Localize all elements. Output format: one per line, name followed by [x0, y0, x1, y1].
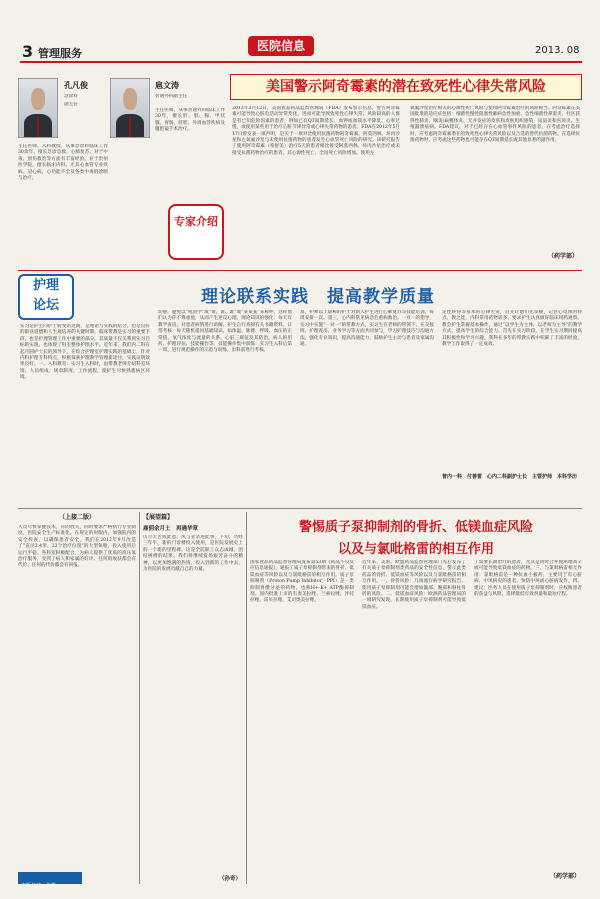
nursing-badge-line1: 护理 — [32, 278, 59, 293]
expert2-bio: 主任医师，从事普通外科临床工作30年，擅长肝、胆、腺、甲状腺、胃肠、肝胆、外周血管疾病及腹腔镜手术治疗。 — [155, 108, 225, 133]
article1-col2: 氧氟沙星治疗相关的心源性死亡风险与使用阿奇霉素治疗的风险相当。阿奇霉素在美国批准的适应症包括：细菌性慢性阻塞性肺病急性加重、急性细菌性鼻窦炎、社区获得性肺炎、咽炎/扁桃体炎、无并发症的皮肤和皮肤组织感染、尿道炎和宫颈炎、生殖器溃疡病。FDA建议，对于已经存在心血管事件风险的患者，在考虑治疗选择时，应考虑阿奇霉素潜在的致死性心律失常风险以及合适的替代抗菌药物。在选择抗菌药物时，应考虑这些药物也可能存在QT间期延长或其他显著的副作用。 — [410, 106, 580, 144]
expert-intro-text: 专家介绍 — [174, 215, 218, 228]
article-ppi — [250, 512, 582, 884]
expert1-role: 副主任 — [64, 102, 78, 107]
page-number: 3 — [22, 42, 34, 61]
article1-title: 美国警示阿奇霉素的潜在致死性心律失常风险 — [266, 79, 546, 95]
article-continued — [18, 512, 136, 889]
divider-1 — [18, 270, 582, 271]
nursing-badge-line2: 论坛 — [32, 298, 59, 313]
article2-col1: 实习是护生向护士转变的过渡，是理论与实践的结合，也是良好的职业道德和人生观培养的关键时期，临床带教是实习的重要手段，也是护理管理工作中重要的部分，其质量不仅关系到实习目标的实现，也体现了科室整体护理水平。近年来，我们内二科在起月圆护士长的领导下，在综合护理室护理实践的基础上，针对内科护理专科特点，积极探索护理教学管理新途径，实践证明效果良好。一、入科教育：实习生入科时，由带教老师介绍科室环境、人员组成、规章制度、工作流程，使护生尽快熟悉病区环境。 — [20, 324, 150, 381]
article2-col3: 富，护师以上职称的护士对新入护生进行心肺复苏等技能培训，每周安排一次。第三，心内科常见病急危重病救治。一对一的指导，实习中实施“一对一”的带教方式，实习生在老师的带领下，在交接班、护理查房、业务学习等方面共同参与，学习护理技巧与沟通方法。强化专业知识，提高沟通能力，鼓励护生主动与患者及家属沟通。 — [300, 310, 434, 348]
article5-author: （药学部） — [549, 873, 580, 880]
experts-block — [18, 68, 226, 268]
divider-4 — [246, 512, 247, 884]
article-azithromycin — [230, 68, 582, 268]
header-logo-text: 医院信息 — [256, 39, 305, 53]
article3-byline — [18, 872, 82, 889]
article1-title-box — [230, 74, 582, 100]
article2-author: 普内一科 付善雷 心内二科副护士长 主管护师 本科学历 — [442, 474, 578, 480]
article5-col2: 近年来，美国、欧盟药品监督管理部门先后发布了有关质子泵抑制剂类药品的安全性信息，警示此类药品的骨折、低镁血症等风险以及与氯吡格雷的相互作用。一、骨折风险：几项流行病学研究报告，使用质子泵抑制剂可能会增加髋部、腕部和脊柱骨折的风险。二、低镁血症风险：欧洲药品管理局的一项研究发现，长期使用质子泵抑制剂可能导致低镁血症。 — [362, 560, 466, 610]
issue-date: 2013. 08 — [535, 45, 580, 56]
article2-col2: 切感，避免以“吼同学”或“谁、谁、谁”或“某某某”来称呼，这样他们认为你不尊重他，从而产生逆反心理。理论知识的强化：每天有教学查房，对患者病情进行讲解，护生自行查阅有关书籍资料。日常考核：每天随机提问基础知识、如体温、脉搏、呼吸、血压的正常值，氧气浓度与流量的关系，心脏三联征及其防治，病人的用药、护理评估、技能操作等。技能操作集中训练：实习生入科后第一周，进行规范操作的示范与训练，出科前进行考核。 — [158, 310, 292, 354]
nursing-forum-badge — [18, 274, 74, 320]
expert-intro-badge — [168, 204, 224, 260]
expert1-name: 孔凡俊 — [64, 80, 88, 90]
article5-col3: 了需要长期治疗的患者，尤其是同时合并使用地高辛或可能导致低镁血症的药物。三、与氯吡格雷相互作用：氯吡格雷是一种抗血小板药，主要用于有心脏病、中风病史的患者，预防中风或心脏病发作。四、建议：医务人员在使用质子泵抑制剂时，应权衡患者的获益与风险，选择最低有效剂量和最短疗程。 — [474, 560, 582, 598]
expert1-dept: 急诊科 — [64, 94, 78, 99]
article3-text: 人员尽快掌握技术，有的放矢，同时要求严格执行专业制度，医院安全生产标准化。在规定的时限内，加强院内的安全检查，以确保患者安全。我们在2012年9月改造了“直径3.4米、22个治疗位置”的大型氧舱，投入使用后运行平稳。各科室积极配合，为病人提供了优质的高压氧治疗服务，受到了病人和家属的好评。任何的收获都会有代价，任何的代价都会有回报。 — [18, 525, 136, 569]
page-header — [0, 0, 600, 62]
article4-text: 历尽天苦成此意，风与亚亲进此事，下旬，历经三年半，新的门诊楼投入使用，是医院发展史上的一个新的里程碑。这是全院职工众志成城、团结拼搏的结果。我们将继续发扬艰苦奋斗的精神，以更加饱满的热情，投入到新的工作中去，为医院的发展贡献自己的力量。 — [143, 535, 243, 573]
article1-col1: 2013年3月12日，美国食品药品监督管理局（FDA）发布警示信息，警告阿奇霉素可能导致心脏电活动异常变化，进而可能导致致死性心律失常。风险较高的人群是有已知危险因素的患者，例如已有QT间期延长、血钾或血镁水平降低、心率过慢，或使用某些用于治疗心脏节律异常或心律失常药物的患者。FDA在2012年5月17日曾发表一项声明，是关于一项对比使用抗菌药物阿奇霉素、阿莫西林、环丙沙星和左氧氟沙星与未使用抗菌药物的患者发生心血管死亡风险的研究。该研究报告了使用阿奇霉素（希舒美）治疗5天的患者相比接受阿莫西林、环丙沙星治疗或未接受抗菌药物治疗的患者，其心源性死亡、全因死亡风险增加。使用左 — [232, 106, 400, 156]
article5-title-line1: 警惕质子泵抑制剂的骨折、低镁血症风险 — [298, 520, 533, 535]
divider-2 — [18, 508, 582, 509]
article5-col1: 国家食品药品监督管理局发布第53期《药品不良反应信息通报》，通报了质子泵抑制剂带来的骨折、低镁血症等风险以及与氯吡格雷的相互作用。质子泵抑制剂（Proton Pump Inhibitor，PPI）是一类抑制胃酸分泌的药物，也称H+-K+ ATP酶抑制剂。国内批准上市的有奥美拉唑、兰索拉唑、泮托拉唑、雷贝拉唑、艾司奥美拉唑。 — [250, 560, 354, 604]
article1-author: （药学部） — [547, 253, 578, 260]
article5-title-line2: 以及与氯吡格雷的相互作用 — [337, 542, 494, 557]
article4-section: 【展望篇】 — [143, 514, 174, 521]
article4-author: （孙奇） — [218, 876, 241, 882]
article2-title: 理论联系实践 提高教学质量 — [201, 287, 435, 307]
header-rule — [20, 61, 582, 63]
expert2-photo — [110, 78, 150, 138]
section-title: 管理服务 — [38, 47, 82, 60]
article-outlook — [143, 512, 243, 884]
article4-heading: 雇佣余月土 再遇华章 — [143, 526, 199, 532]
article3-byline-text: 本版校对 张凯 — [21, 883, 57, 889]
expert2-dept: 普通外科副主任 — [155, 94, 188, 99]
article-nursing-forum — [18, 274, 582, 504]
header-logo — [248, 36, 314, 56]
article3-title: （上接二版） — [58, 514, 95, 521]
article2-col4: 定性坏得等基本的心律失常，首先让他们先掌握，记住心电图的特点。教之娃，内科常用药物较多，要求护生认真做好临床用药观察。教会护生掌握基本操作，通过“以学生为主体，以老师为主导”的教学方式，提高学生的综合能力。首先在实习阶段，在学生实习期间提高其积极性和学习兴趣。我科在多年的带教实践中积累了丰富的经验，教学工作取得了一定成效。 — [442, 310, 582, 348]
expert1-bio: 主任医师、入科教授，从事急诊科临床工作30余年，擅长急诊急救、心肺复苏，对于中毒、创伤救治等方面有丰富经验。业于贵州医学院，擅长临床内科、尤其心血管专业疾病。冠心病、心功能不全及各类中毒的诊断与治疗。 — [18, 144, 108, 182]
expert2-name: 扈文涛 — [155, 80, 179, 90]
expert1-photo — [18, 78, 58, 138]
divider-3 — [139, 512, 140, 884]
